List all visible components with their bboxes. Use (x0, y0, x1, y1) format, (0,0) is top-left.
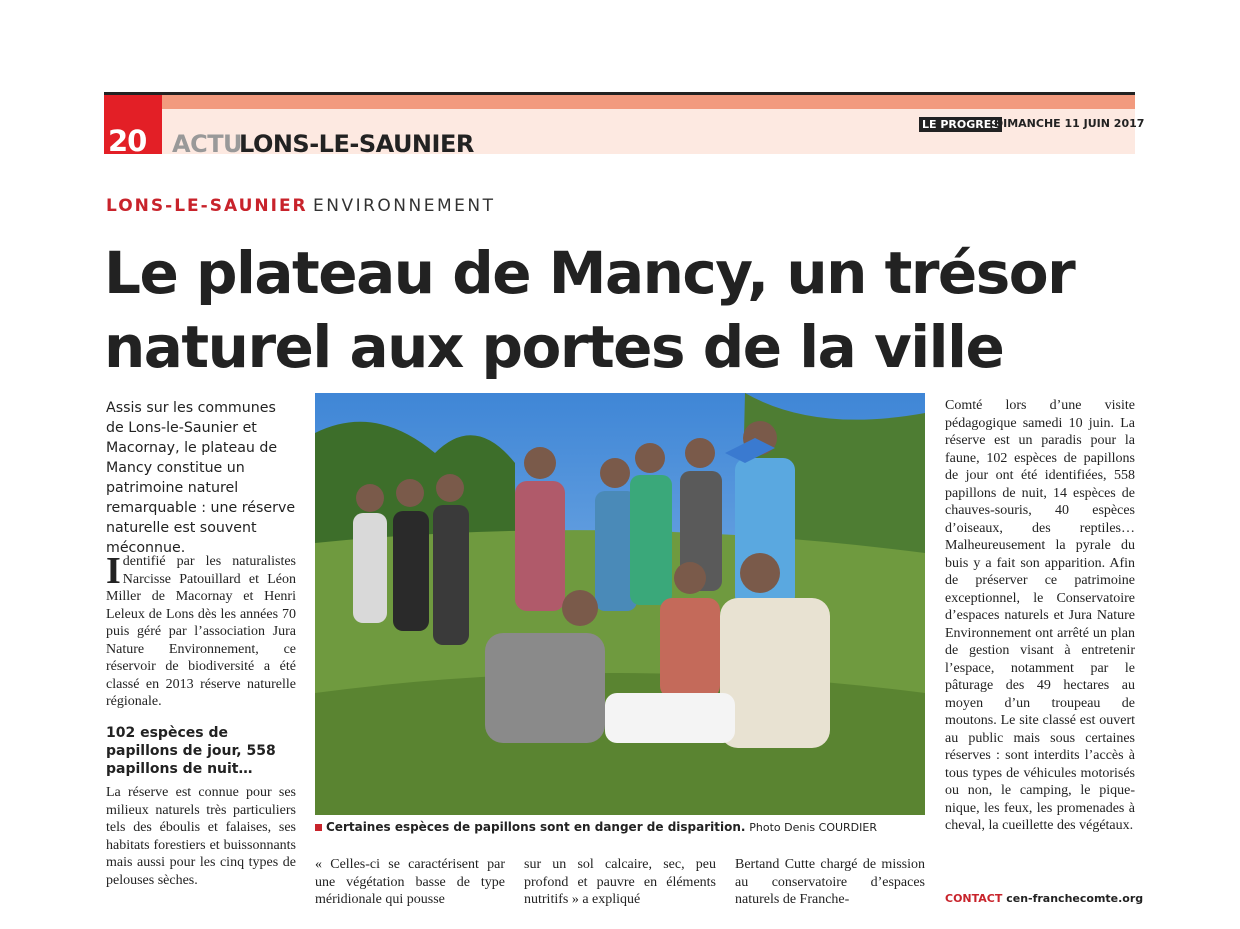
header-band (162, 95, 1135, 109)
issue-date: DIMANCHE 11 JUIN 2017 (994, 117, 1145, 130)
kicker-location: LONS-LE-SAUNIER (106, 196, 308, 216)
section-city: LONS-LE-SAUNIER (239, 130, 474, 158)
contact-label: CONTACT (945, 892, 1003, 905)
title-line-2: naturel aux portes de la ville (104, 313, 1004, 381)
paragraph-2: La réserve est connue pour ses milieux naturels très particuliers tels des éboulis et falaises, ses habitats forestiers et buissonnants mais aussi pour les cinq types de pelouses sèches. (106, 785, 296, 888)
column-quote-2: sur un sol calcaire, sec, peu profond et pauvre en éléments nutritifs » a expliqué (524, 857, 716, 907)
column-quote-3: Bertand Cutte chargé de mission au conservatoire d’espaces naturels de Franche- (735, 857, 925, 907)
drop-cap: I (106, 550, 121, 592)
article-photo (315, 393, 925, 815)
photo-illustration (315, 393, 925, 815)
title-line-1: Le plateau de Mancy, un trésor (104, 239, 1075, 307)
column-right: Comté lors d’une visite pédagogique samedi 10 juin. La réserve est un paradis pour la faune, 102 espèces de papillons de jour ont été identifiées, 558 papillons de nuit, 14 espèces de chauves-souris, 40 espèces d’oiseaux, des reptiles… Malheureusement la pyrale du buis y a fait son apparition. Afin de préserver ce patrimoine exceptionnel, le Conservatoire d’espaces naturels et Jura Nature Environnement ont arrêté un plan de gestion visant à entretenir l’espace, notamment par le pâturage des 49 hectares au moyen d’un troupeau de moutons. Le site classé est ouvert au public mais sous certaines réserves : sont interdits l’accès à tous types de véhicules motorisés ou non, le camping, le pique-nique, les feux, les promenades à cheval, la cueillette des végétaux. (945, 398, 1135, 833)
subheading: 102 espèces de papillons de jour, 558 papillons de nuit… (106, 725, 276, 777)
newspaper-brand: LE PROGRES (919, 117, 1002, 132)
caption-text: Certaines espèces de papillons sont en danger de disparition. (326, 820, 746, 834)
contact-website[interactable]: cen-franchecomte.org (1006, 892, 1144, 905)
contact-line (945, 892, 1143, 905)
article-lead: Assis sur les communes de Lons-le-Saunier et Macornay, le plateau de Mancy constitue un patrimoine naturel remarquable : une réserve naturelle est souvent méconnue. (106, 400, 296, 556)
kicker-topic: ENVIRONNEMENT (313, 196, 496, 216)
paragraph-1-text: dentifié par les naturalistes Narcisse Patouillard et Léon Miller de Macornay et Henri Leleux de Lons dès les années 70 puis géré par l’association Jura Nature Environnement, ce réservoir de biodiversité a été classé en 2013 réserve naturelle régionale. (106, 554, 296, 709)
section-label: ACTU (172, 130, 243, 158)
caption-marker (315, 824, 322, 831)
article-title (104, 236, 1144, 384)
column-quote-1: « Celles-ci se caractérisent par une végétation basse de type méridionale qui pousse (315, 857, 505, 907)
page-number: 20 (108, 124, 147, 158)
photo-credit: Photo Denis COURDIER (749, 821, 877, 834)
paragraph-1 (106, 550, 296, 711)
photo-caption (315, 820, 935, 834)
